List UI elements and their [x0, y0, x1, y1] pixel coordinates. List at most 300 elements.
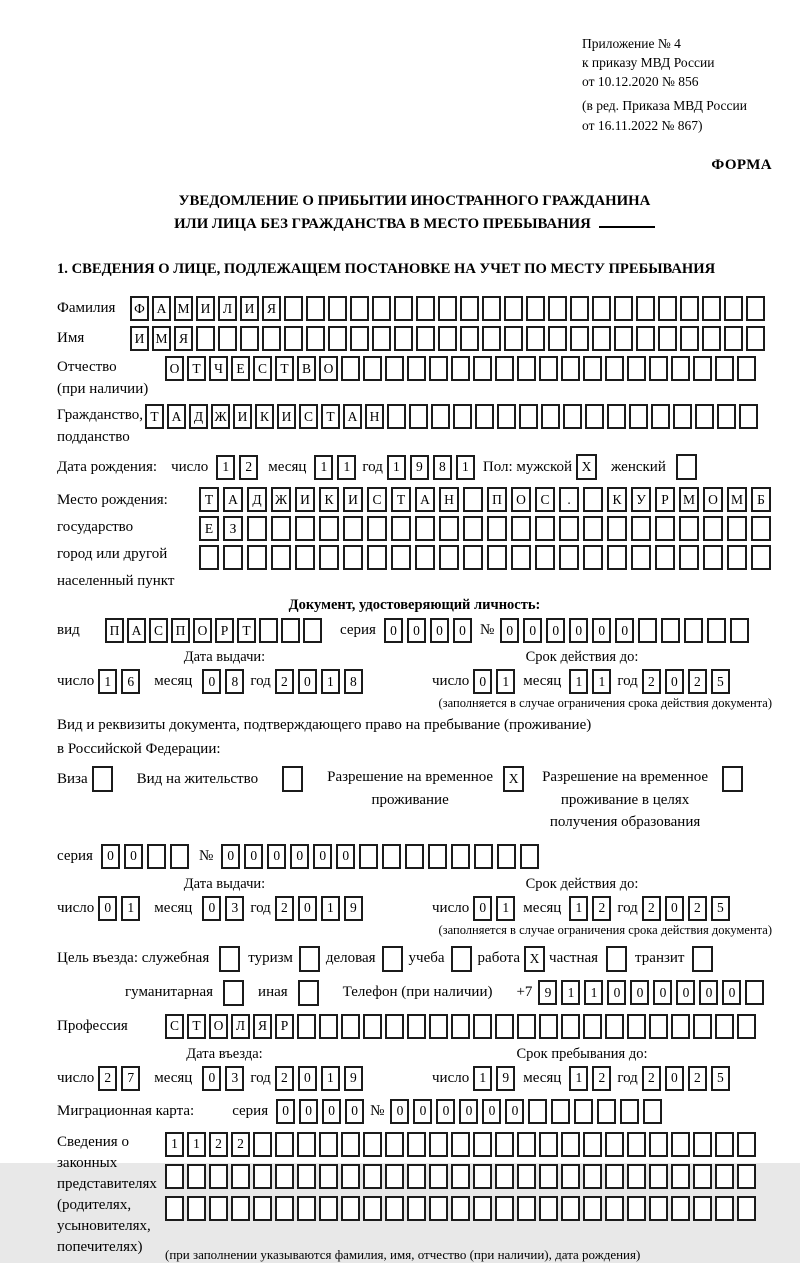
char-cell[interactable] — [409, 404, 428, 429]
char-cell[interactable] — [737, 1196, 756, 1221]
char-cell[interactable] — [636, 296, 655, 321]
char-cell[interactable]: 0 — [607, 980, 626, 1005]
char-cell[interactable] — [275, 1164, 294, 1189]
char-cell[interactable] — [473, 1196, 492, 1221]
char-cell[interactable] — [649, 356, 668, 381]
char-cell[interactable]: Т — [321, 404, 340, 429]
char-cell[interactable] — [715, 1196, 734, 1221]
char-cell[interactable]: 0 — [505, 1099, 524, 1124]
char-cell[interactable]: 1 — [321, 1066, 340, 1091]
char-cell[interactable] — [187, 1164, 206, 1189]
char-cell[interactable] — [535, 545, 555, 570]
char-cell[interactable] — [223, 545, 243, 570]
char-cell[interactable] — [570, 326, 589, 351]
char-cell[interactable] — [751, 516, 771, 541]
char-cell[interactable] — [463, 516, 483, 541]
char-cell[interactable]: 0 — [298, 669, 317, 694]
char-cell[interactable] — [583, 487, 603, 512]
char-cell[interactable] — [363, 1164, 382, 1189]
char-cell[interactable]: 1 — [592, 669, 611, 694]
char-cell[interactable] — [649, 1132, 668, 1157]
char-cell[interactable]: Л — [218, 296, 237, 321]
char-cell[interactable] — [303, 618, 322, 643]
char-cell[interactable]: 6 — [121, 669, 140, 694]
char-cell[interactable] — [607, 516, 627, 541]
char-cell[interactable] — [517, 1014, 536, 1039]
char-cell[interactable]: 2 — [98, 1066, 117, 1091]
char-cell[interactable] — [282, 766, 303, 792]
char-cell[interactable] — [649, 1164, 668, 1189]
char-cell[interactable] — [583, 356, 602, 381]
char-cell[interactable] — [561, 1014, 580, 1039]
char-cell[interactable]: О — [319, 356, 338, 381]
char-cell[interactable] — [429, 1014, 448, 1039]
char-cell[interactable] — [724, 326, 743, 351]
char-cell[interactable]: 8 — [225, 669, 244, 694]
char-cell[interactable] — [605, 1132, 624, 1157]
char-cell[interactable] — [539, 356, 558, 381]
char-cell[interactable] — [693, 356, 712, 381]
char-cell[interactable] — [693, 1014, 712, 1039]
char-cell[interactable] — [231, 1164, 250, 1189]
char-cell[interactable] — [583, 516, 603, 541]
char-cell[interactable] — [605, 1164, 624, 1189]
char-cell[interactable]: 0 — [653, 980, 672, 1005]
char-cell[interactable]: 5 — [711, 1066, 730, 1091]
char-cell[interactable] — [539, 1196, 558, 1221]
char-cell[interactable] — [679, 545, 699, 570]
char-cell[interactable] — [209, 1164, 228, 1189]
char-cell[interactable] — [737, 1132, 756, 1157]
char-cell[interactable]: Ж — [271, 487, 291, 512]
char-cell[interactable] — [570, 296, 589, 321]
char-cell[interactable] — [247, 516, 267, 541]
char-cell[interactable] — [620, 1099, 639, 1124]
char-cell[interactable] — [319, 1014, 338, 1039]
char-cell[interactable] — [548, 296, 567, 321]
char-cell[interactable] — [429, 1132, 448, 1157]
char-cell[interactable]: С — [253, 356, 272, 381]
char-cell[interactable] — [693, 1132, 712, 1157]
char-cell[interactable]: 0 — [500, 618, 519, 643]
char-cell[interactable]: 0 — [665, 1066, 684, 1091]
char-cell[interactable] — [655, 545, 675, 570]
char-cell[interactable]: К — [255, 404, 274, 429]
char-cell[interactable] — [561, 1164, 580, 1189]
char-cell[interactable]: 2 — [209, 1132, 228, 1157]
char-cell[interactable] — [363, 356, 382, 381]
char-cell[interactable] — [548, 326, 567, 351]
char-cell[interactable] — [679, 516, 699, 541]
char-cell[interactable] — [385, 1132, 404, 1157]
char-cell[interactable]: 0 — [676, 980, 695, 1005]
char-cell[interactable]: А — [167, 404, 186, 429]
char-cell[interactable] — [592, 296, 611, 321]
char-cell[interactable] — [475, 404, 494, 429]
char-cell[interactable] — [474, 844, 493, 869]
char-cell[interactable] — [495, 1014, 514, 1039]
char-cell[interactable]: 8 — [344, 669, 363, 694]
char-cell[interactable] — [275, 1132, 294, 1157]
char-cell[interactable]: К — [607, 487, 627, 512]
char-cell[interactable]: С — [149, 618, 168, 643]
char-cell[interactable]: 3 — [225, 896, 244, 921]
char-cell[interactable] — [703, 516, 723, 541]
char-cell[interactable] — [680, 326, 699, 351]
char-cell[interactable] — [473, 1014, 492, 1039]
char-cell[interactable] — [497, 844, 516, 869]
char-cell[interactable]: 1 — [121, 896, 140, 921]
char-cell[interactable] — [597, 1099, 616, 1124]
char-cell[interactable]: 2 — [592, 1066, 611, 1091]
char-cell[interactable] — [92, 766, 113, 792]
char-cell[interactable] — [387, 404, 406, 429]
char-cell[interactable]: 0 — [276, 1099, 295, 1124]
char-cell[interactable] — [407, 1014, 426, 1039]
char-cell[interactable] — [219, 946, 240, 972]
char-cell[interactable] — [495, 1196, 514, 1221]
char-cell[interactable] — [341, 1196, 360, 1221]
char-cell[interactable]: П — [171, 618, 190, 643]
char-cell[interactable]: 9 — [344, 896, 363, 921]
char-cell[interactable] — [382, 946, 403, 972]
char-cell[interactable]: А — [223, 487, 243, 512]
char-cell[interactable] — [451, 1196, 470, 1221]
char-cell[interactable] — [692, 946, 713, 972]
char-cell[interactable]: 0 — [221, 844, 240, 869]
char-cell[interactable] — [517, 1132, 536, 1157]
char-cell[interactable] — [363, 1014, 382, 1039]
char-cell[interactable]: 1 — [473, 1066, 492, 1091]
char-cell[interactable] — [297, 1014, 316, 1039]
char-cell[interactable]: 1 — [314, 455, 333, 480]
char-cell[interactable] — [363, 1196, 382, 1221]
char-cell[interactable] — [739, 404, 758, 429]
char-cell[interactable] — [165, 1164, 184, 1189]
char-cell[interactable] — [671, 1132, 690, 1157]
char-cell[interactable] — [253, 1196, 272, 1221]
char-cell[interactable] — [297, 1196, 316, 1221]
char-cell[interactable]: 2 — [592, 896, 611, 921]
char-cell[interactable] — [671, 1164, 690, 1189]
char-cell[interactable]: С — [535, 487, 555, 512]
char-cell[interactable]: Т — [187, 356, 206, 381]
char-cell[interactable] — [451, 844, 470, 869]
char-cell[interactable] — [519, 404, 538, 429]
char-cell[interactable]: 9 — [496, 1066, 515, 1091]
char-cell[interactable]: 0 — [473, 896, 492, 921]
char-cell[interactable]: 5 — [711, 896, 730, 921]
char-cell[interactable] — [551, 1099, 570, 1124]
char-cell[interactable] — [460, 296, 479, 321]
char-cell[interactable] — [415, 545, 435, 570]
char-cell[interactable]: 0 — [124, 844, 143, 869]
char-cell[interactable]: 0 — [345, 1099, 364, 1124]
char-cell[interactable] — [429, 1196, 448, 1221]
char-cell[interactable] — [715, 1014, 734, 1039]
char-cell[interactable] — [684, 618, 703, 643]
char-cell[interactable] — [661, 618, 680, 643]
char-cell[interactable] — [405, 844, 424, 869]
char-cell[interactable]: Ч — [209, 356, 228, 381]
char-cell[interactable]: 0 — [459, 1099, 478, 1124]
char-cell[interactable]: Я — [253, 1014, 272, 1039]
char-cell[interactable]: 0 — [101, 844, 120, 869]
char-cell[interactable]: 0 — [384, 618, 403, 643]
char-cell[interactable]: Я — [174, 326, 193, 351]
char-cell[interactable]: Б — [751, 487, 771, 512]
char-cell[interactable] — [746, 326, 765, 351]
char-cell[interactable] — [407, 1196, 426, 1221]
char-cell[interactable] — [727, 516, 747, 541]
char-cell[interactable] — [453, 404, 472, 429]
char-cell[interactable]: 0 — [665, 669, 684, 694]
char-cell[interactable] — [631, 545, 651, 570]
char-cell[interactable]: 0 — [267, 844, 286, 869]
char-cell[interactable]: С — [367, 487, 387, 512]
char-cell[interactable] — [583, 1164, 602, 1189]
char-cell[interactable]: Т — [187, 1014, 206, 1039]
char-cell[interactable] — [438, 326, 457, 351]
char-cell[interactable] — [715, 1164, 734, 1189]
char-cell[interactable] — [702, 326, 721, 351]
char-cell[interactable] — [147, 844, 166, 869]
char-cell[interactable]: 1 — [98, 669, 117, 694]
char-cell[interactable] — [583, 1014, 602, 1039]
char-cell[interactable] — [511, 545, 531, 570]
char-cell[interactable] — [504, 326, 523, 351]
char-cell[interactable] — [299, 946, 320, 972]
char-cell[interactable] — [473, 356, 492, 381]
char-cell[interactable]: 0 — [98, 896, 117, 921]
char-cell[interactable] — [385, 1196, 404, 1221]
char-cell[interactable] — [319, 1196, 338, 1221]
char-cell[interactable]: X — [503, 766, 524, 792]
char-cell[interactable]: 1 — [584, 980, 603, 1005]
char-cell[interactable] — [703, 545, 723, 570]
char-cell[interactable]: Ф — [130, 296, 149, 321]
char-cell[interactable] — [607, 404, 626, 429]
char-cell[interactable] — [341, 1164, 360, 1189]
char-cell[interactable] — [284, 296, 303, 321]
char-cell[interactable] — [607, 545, 627, 570]
char-cell[interactable] — [722, 766, 743, 792]
char-cell[interactable]: И — [196, 296, 215, 321]
char-cell[interactable] — [535, 516, 555, 541]
char-cell[interactable] — [751, 545, 771, 570]
char-cell[interactable]: 0 — [407, 618, 426, 643]
char-cell[interactable]: А — [152, 296, 171, 321]
char-cell[interactable] — [583, 1132, 602, 1157]
char-cell[interactable]: А — [415, 487, 435, 512]
char-cell[interactable] — [517, 1196, 536, 1221]
char-cell[interactable] — [526, 326, 545, 351]
char-cell[interactable] — [693, 1196, 712, 1221]
char-cell[interactable]: 0 — [482, 1099, 501, 1124]
char-cell[interactable]: О — [511, 487, 531, 512]
char-cell[interactable] — [745, 980, 764, 1005]
char-cell[interactable]: З — [223, 516, 243, 541]
char-cell[interactable]: У — [631, 487, 651, 512]
char-cell[interactable]: 2 — [642, 896, 661, 921]
char-cell[interactable] — [372, 296, 391, 321]
char-cell[interactable]: 0 — [665, 896, 684, 921]
char-cell[interactable]: И — [295, 487, 315, 512]
char-cell[interactable]: 1 — [569, 1066, 588, 1091]
char-cell[interactable]: 2 — [275, 896, 294, 921]
char-cell[interactable] — [627, 1132, 646, 1157]
char-cell[interactable]: 0 — [699, 980, 718, 1005]
char-cell[interactable] — [715, 1132, 734, 1157]
char-cell[interactable]: 1 — [456, 455, 475, 480]
char-cell[interactable]: А — [343, 404, 362, 429]
char-cell[interactable]: 2 — [275, 1066, 294, 1091]
char-cell[interactable] — [451, 356, 470, 381]
char-cell[interactable] — [702, 296, 721, 321]
char-cell[interactable] — [281, 618, 300, 643]
char-cell[interactable] — [730, 618, 749, 643]
char-cell[interactable] — [707, 618, 726, 643]
char-cell[interactable] — [306, 326, 325, 351]
char-cell[interactable]: 0 — [390, 1099, 409, 1124]
char-cell[interactable] — [629, 404, 648, 429]
char-cell[interactable] — [416, 296, 435, 321]
char-cell[interactable] — [746, 296, 765, 321]
char-cell[interactable]: Т — [391, 487, 411, 512]
char-cell[interactable]: Н — [365, 404, 384, 429]
char-cell[interactable] — [614, 326, 633, 351]
char-cell[interactable]: Р — [655, 487, 675, 512]
char-cell[interactable]: 0 — [436, 1099, 455, 1124]
char-cell[interactable] — [359, 844, 378, 869]
char-cell[interactable]: X — [524, 946, 545, 972]
char-cell[interactable] — [407, 1132, 426, 1157]
char-cell[interactable] — [284, 326, 303, 351]
char-cell[interactable] — [253, 1164, 272, 1189]
char-cell[interactable] — [671, 1196, 690, 1221]
char-cell[interactable] — [451, 946, 472, 972]
char-cell[interactable] — [247, 545, 267, 570]
char-cell[interactable] — [439, 516, 459, 541]
char-cell[interactable] — [385, 1164, 404, 1189]
char-cell[interactable]: Е — [199, 516, 219, 541]
char-cell[interactable] — [737, 356, 756, 381]
char-cell[interactable] — [298, 980, 319, 1006]
char-cell[interactable] — [451, 1132, 470, 1157]
char-cell[interactable] — [583, 1196, 602, 1221]
char-cell[interactable]: X — [576, 454, 597, 480]
char-cell[interactable]: 2 — [642, 1066, 661, 1091]
char-cell[interactable]: 1 — [387, 455, 406, 480]
char-cell[interactable] — [416, 326, 435, 351]
char-cell[interactable] — [275, 1196, 294, 1221]
char-cell[interactable] — [627, 1164, 646, 1189]
char-cell[interactable]: 1 — [569, 896, 588, 921]
char-cell[interactable]: 1 — [187, 1132, 206, 1157]
char-cell[interactable] — [671, 356, 690, 381]
char-cell[interactable] — [583, 545, 603, 570]
char-cell[interactable] — [673, 404, 692, 429]
char-cell[interactable] — [341, 356, 360, 381]
char-cell[interactable]: Р — [275, 1014, 294, 1039]
char-cell[interactable] — [563, 404, 582, 429]
char-cell[interactable] — [306, 296, 325, 321]
char-cell[interactable]: И — [130, 326, 149, 351]
char-cell[interactable] — [585, 404, 604, 429]
char-cell[interactable] — [463, 487, 483, 512]
char-cell[interactable]: О — [209, 1014, 228, 1039]
char-cell[interactable]: 5 — [711, 669, 730, 694]
char-cell[interactable] — [218, 326, 237, 351]
char-cell[interactable] — [561, 356, 580, 381]
char-cell[interactable] — [614, 296, 633, 321]
char-cell[interactable] — [385, 1014, 404, 1039]
char-cell[interactable] — [655, 516, 675, 541]
char-cell[interactable]: М — [727, 487, 747, 512]
char-cell[interactable]: . — [559, 487, 579, 512]
char-cell[interactable] — [407, 1164, 426, 1189]
char-cell[interactable]: 0 — [523, 618, 542, 643]
char-cell[interactable] — [658, 296, 677, 321]
char-cell[interactable] — [438, 296, 457, 321]
char-cell[interactable] — [495, 1164, 514, 1189]
char-cell[interactable]: 9 — [538, 980, 557, 1005]
char-cell[interactable] — [517, 356, 536, 381]
char-cell[interactable]: 0 — [298, 896, 317, 921]
char-cell[interactable] — [504, 296, 523, 321]
char-cell[interactable]: 3 — [225, 1066, 244, 1091]
char-cell[interactable]: И — [343, 487, 363, 512]
char-cell[interactable]: 0 — [569, 618, 588, 643]
char-cell[interactable]: 0 — [473, 669, 492, 694]
char-cell[interactable] — [240, 326, 259, 351]
char-cell[interactable]: 0 — [453, 618, 472, 643]
char-cell[interactable]: Е — [231, 356, 250, 381]
char-cell[interactable] — [737, 1164, 756, 1189]
char-cell[interactable] — [676, 454, 697, 480]
char-cell[interactable] — [394, 296, 413, 321]
char-cell[interactable] — [606, 946, 627, 972]
char-cell[interactable] — [295, 516, 315, 541]
char-cell[interactable]: 0 — [299, 1099, 318, 1124]
char-cell[interactable]: И — [240, 296, 259, 321]
char-cell[interactable] — [636, 326, 655, 351]
char-cell[interactable] — [487, 545, 507, 570]
char-cell[interactable]: 2 — [642, 669, 661, 694]
char-cell[interactable] — [559, 516, 579, 541]
char-cell[interactable] — [528, 1099, 547, 1124]
char-cell[interactable] — [328, 296, 347, 321]
char-cell[interactable] — [737, 1014, 756, 1039]
char-cell[interactable]: С — [165, 1014, 184, 1039]
char-cell[interactable] — [463, 545, 483, 570]
char-cell[interactable] — [727, 545, 747, 570]
char-cell[interactable]: Т — [145, 404, 164, 429]
char-cell[interactable] — [363, 1132, 382, 1157]
char-cell[interactable] — [367, 516, 387, 541]
char-cell[interactable] — [372, 326, 391, 351]
char-cell[interactable] — [724, 296, 743, 321]
char-cell[interactable]: П — [105, 618, 124, 643]
char-cell[interactable] — [439, 545, 459, 570]
char-cell[interactable]: Л — [231, 1014, 250, 1039]
char-cell[interactable] — [343, 545, 363, 570]
char-cell[interactable] — [451, 1164, 470, 1189]
char-cell[interactable] — [170, 844, 189, 869]
char-cell[interactable]: 0 — [413, 1099, 432, 1124]
char-cell[interactable] — [297, 1164, 316, 1189]
char-cell[interactable] — [319, 1164, 338, 1189]
